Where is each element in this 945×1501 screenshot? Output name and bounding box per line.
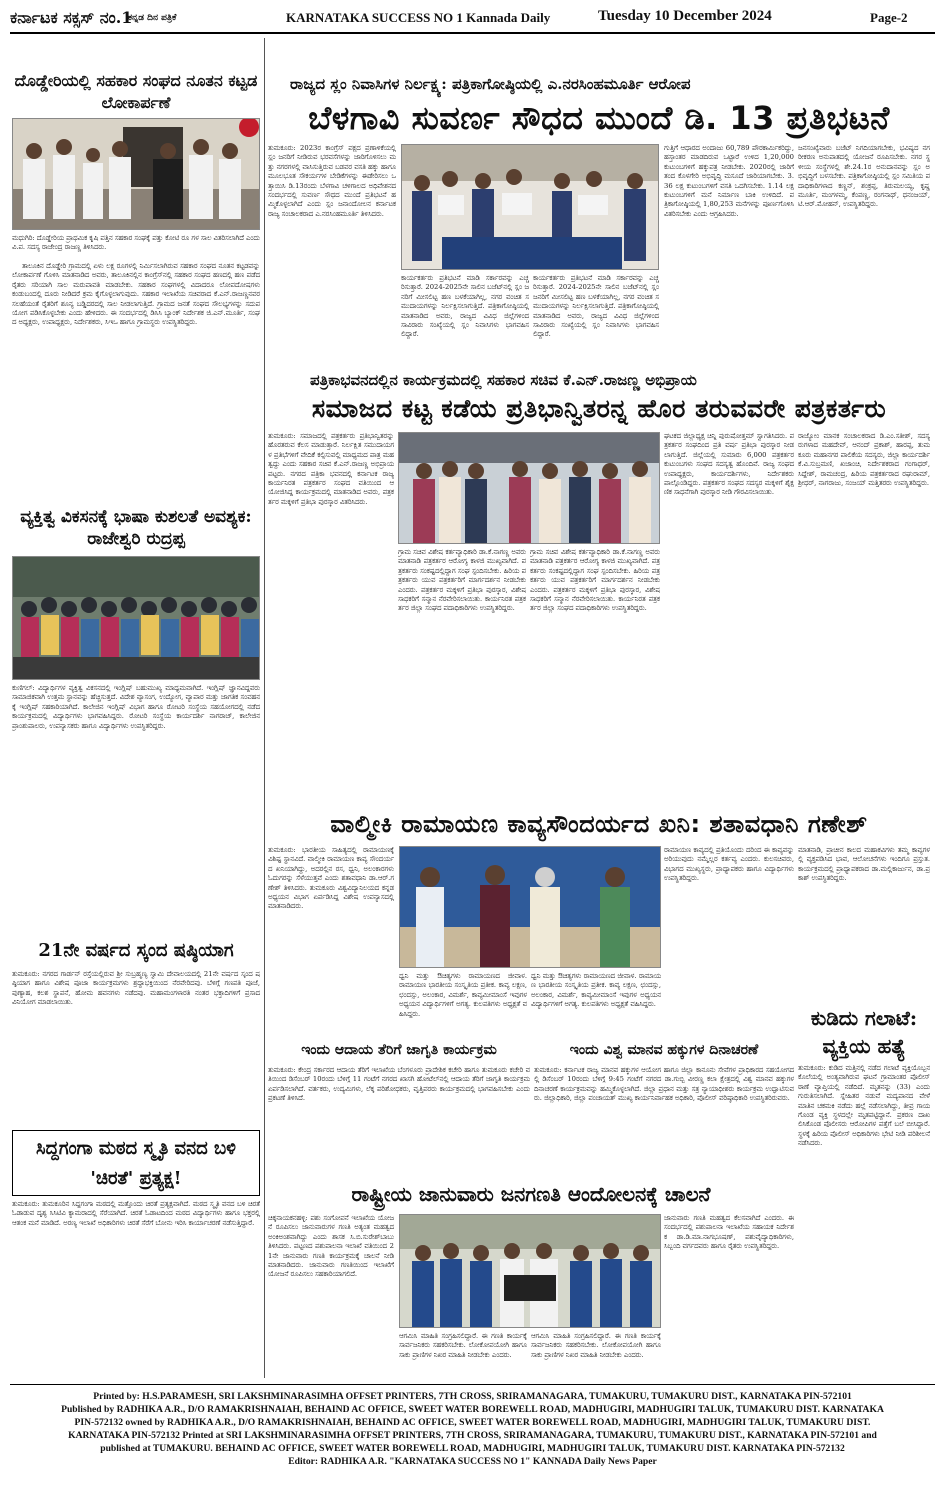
imprint-line: Printed by: H.S.PARAMESH, SRI LAKSHMINARASIMHA OFFSET PRINTERS, 7TH CROSS, SRIRAMANAGARA, TUMAKURU, TUMAKURU DIST., KARNATAKA PIN-572101 [93, 1391, 852, 1402]
top-story-body-a: ತುಮಕೂರು: 2023ರ ಕಾಂಗ್ರೆಸ್ ಪಕ್ಷದ ಪ್ರಣಾಳಿಕೆಯಲ್ಲಿ ಸ್ಲಂ ಜನರಿಗೆ ನೀಡಿರುವ ಭರವಸೆಗಳನ್ನು ಜಾರಿಗೊಳಿಸಲು ಮತ್ತು ನಗರಗಳಲ್ಲಿ ವಾಸಿಸುತ್ತಿರುವ ಬಡವರ ವಸತಿ ಹಕ್ಕು ಹಾಗೂ ಮೂಲಭೂತ ಸೌಕರ್ಯಗಳ ಬೇಡಿಕೆಗಳನ್ನು ಈಡೇರಿಸಲು ಒತ್ತಾಯಿಸಿ ಡಿ.13ರಂದು ಬೆಳಗಾವಿ ಚಳಿಗಾಲದ ಅಧಿವೇಶನದ ಸಂದರ್ಭದಲ್ಲಿ ಸುವರ್ಣ ಸೌಧದ ಮುಂದೆ ಪ್ರತಿಭಟನೆ ಹಮ್ಮಿಕೊಳ್ಳಲಾಗಿದೆ ಎಂದು ಸ್ಲಂ ಜನಾಂದೋಲನ ಕರ್ನಾಟಕ ರಾಜ್ಯ ಸಂಚಾಲಕರಾದ ಎ.ನರಸಿಂಹಮೂರ್ತಿ ತಿಳಿಸಿದರು. [268, 144, 396, 218]
issue-date: Tuesday 10 December 2024 [598, 8, 772, 24]
left-story-3-body: ತುಮಕೂರು: ನಗರದ ಗಾರ್ಡನ್ ರಸ್ತೆಯಲ್ಲಿರುವ ಶ್ರೀ ಸುಬ್ರಹ್ಮಣ್ಯ ಸ್ವಾಮಿ ದೇವಾಲಯದಲ್ಲಿ 21ನೇ ವರ್ಷದ ಸ್ಕಂದ ಷಷ್ಠಿಯಾಗ ಹಾಗೂ ವಿಶೇಷ ಪೂಜಾ ಕಾರ್ಯಕ್ರಮಗಳು ಶ್ರದ್ಧಾಭಕ್ತಿಯಿಂದ ನೆರವೇರಿದವು. ಬೆಳಿಗ್ಗೆ ಗಣಪತಿ ಪೂಜೆ, ಪುಣ್ಯಾಹ, ಕಲಶ ಸ್ಥಾಪನೆ, ಹೋಮ ಹವನಗಳು ನಡೆದವು. ಮಹಾಮಂಗಳಾರತಿ ನಂತರ ಭಕ್ತಾದಿಗಳಿಗೆ ಪ್ರಸಾದ ವಿನಿಯೋಗ ಮಾಡಲಾಯಿತು. [12, 970, 260, 1007]
left-story-2-photo [12, 556, 260, 680]
story-7-body: ತುಮಕೂರು: ಕುಡಿದ ಮತ್ತಿನಲ್ಲಿ ನಡೆದ ಗಲಾಟೆ ವ್ಯಕ್ತಿಯೊಬ್ಬನ ಕೊಲೆಯಲ್ಲಿ ಅಂತ್ಯವಾಗಿರುವ ಘಟನೆ ಗ್ರಾಮಾಂತರ ಪೊಲೀಸ್ ಠಾಣೆ ವ್ಯಾಪ್ತಿಯಲ್ಲಿ ನಡೆದಿದೆ. ಮೃತನನ್ನು (33) ಎಂದು ಗುರುತಿಸಲಾಗಿದೆ. ಸ್ನೇಹಿತರ ನಡುವೆ ಮದ್ಯಪಾನದ ವೇಳೆ ಮಾತಿನ ಚಕಮಕಿ ನಡೆದು ಹಲ್ಲೆ ನಡೆಸಲಾಗಿದ್ದು, ತೀವ್ರ ಗಾಯಗೊಂಡ ವ್ಯಕ್ತಿ ಸ್ಥಳದಲ್ಲೇ ಮೃತಪಟ್ಟಿದ್ದಾನೆ. ಪ್ರಕರಣ ದಾಖಲಿಸಿಕೊಂಡ ಪೊಲೀಸರು ಆರೋಪಿಗಳ ಪತ್ತೆಗೆ ಬಲೆ ಬೀಸಿದ್ದಾರೆ. ಸ್ಥಳಕ್ಕೆ ಹಿರಿಯ ಪೊಲೀಸ್ ಅಧಿಕಾರಿಗಳು ಭೇಟಿ ನೀಡಿ ಪರಿಶೀಲನೆ ನಡೆಸಿದರು. [798, 1064, 930, 1148]
story-3-headline: ವಾಲ್ಮೀಕಿ ರಾಮಾಯಣ ಕಾವ್ಯಸೌಂದರ್ಯದ ಖನಿ: ಶತಾವಧಾನಿ ಗಣೇಶ್ [330, 810, 868, 838]
left-story-2-body: ಕುಣಿಗಲ್: ವಿದ್ಯಾರ್ಥಿಗಳ ವ್ಯಕ್ತಿತ್ವ ವಿಕಸನದಲ್ಲಿ ಇಂಗ್ಲಿಷ್ ಬಹುಮುಖ್ಯ ಮಾಧ್ಯಮವಾಗಿದೆ. ಇಂಗ್ಲಿಷ್ ಜ್ಞಾನವಿದ್ದವರು ಸಾಮಾಜಿಕವಾಗಿ ಉತ್ತಮ ಸ್ಥಾನವನ್ನು ಹೆಚ್ಚಿಸುತ್ತದೆ. ವಿದೇಶ ವ್ಯಾಸಂಗ, ಉದ್ಯೋಗ, ವ್ಯಾಪಾರ ಮತ್ತು ಜಾಗತಿಕ ಸಂವಹನಕ್ಕೆ ಇಂಗ್ಲಿಷ್ ಸಹಕಾರಿಯಾಗಿದೆ. ಕಾಲೇಜಿನ ಇಂಗ್ಲಿಷ್ ವಿಭಾಗ ಹಾಗೂ ರೋಟರಿ ಸಂಸ್ಥೆಯ ಸಹಯೋಗದಲ್ಲಿ ನಡೆದ ಕಾರ್ಯಕ್ರಮದಲ್ಲಿ ವಿದ್ಯಾರ್ಥಿಗಳು ಭಾಗವಹಿಸಿದ್ದರು. ರೋಟರಿ ಸಂಸ್ಥೆಯ ಕಾರ್ಯದರ್ಶಿ ನಾಗರಾಜ್, ಕಾಲೇಜಿನ ಪ್ರಾಂಶುಪಾಲರು, ಉಪನ್ಯಾಸಕರು ಹಾಗೂ ವಿದ್ಯಾರ್ಥಿಗಳು ಉಪಸ್ಥಿತರಿದ್ದರು. [12, 684, 260, 730]
left-story-1-body: ತಾಲೂಕಿನ ದೊಡ್ಡೇರಿ ಗ್ರಾಮದಲ್ಲಿ ಏಳು ಲಕ್ಷ ರೂಗಳಲ್ಲಿ ನಿರ್ಮಿಸಲಾಗಿರುವ ಸಹಕಾರ ಸಂಘದ ನೂತನ ಕಟ್ಟಡವನ್ನು ಲೋಕಾರ್ಪಣೆ ಗೊಳಿಸಿ ಮಾತನಾಡಿದ ಅವರು, ತಾಲೂಕಿನಲ್ಲಿನ ಕಾಂಗ್ರೆಸ್‌ನಲ್ಲಿ ಸಹಕಾರ ಸಂಘದ ಹಣದಲ್ಲಿ ಹಣ ಪಡೆದ ರೈತರು ಸರಿಯಾಗಿ ಸಾಲ ಮರುಪಾವತಿ ಮಾಡಬೇಕು. ಸಹಕಾರ ಸಂಘಗಳಲ್ಲಿ ವಿದಾದರೂ ಲೋಪದೋಷಗಳು ಕಂಡುಬಂದಲ್ಲಿ ದೂರು ನೀಡಿದರೆ ಕ್ರಮ ಕೈಗೊಳ್ಳಲಾಗುವುದು. ಸಹಕಾರ ಇಲಾಖೆಯ ಸಚಿವರಾದ ಕೆ.ಎನ್.ರಾಜಣ್ಣನವರ ಸಲಹೆಯಂತೆ ರೈತರಿಗೆ ಶೂನ್ಯ ಬಡ್ಡಿದರದಲ್ಲಿ ಸಾಲ ನೀಡಲಾಗುತ್ತಿದೆ. ಗ್ರಾಮದ ಜನತೆ ಸಂಘದ ಸೌಲಭ್ಯಗಳನ್ನು ಸದುಪಯೋಗ ಪಡಿಸಿಕೊಳ್ಳಬೇಕು ಎಂದು ಹೇಳಿದರು. ಈ ಸಂದರ್ಭದಲ್ಲಿ ಡಿಸಿಸಿ ಬ್ಯಾಂಕ್ ನಿರ್ದೇಶಕ ಜಿ.ಎನ್.ಮೂರ್ತಿ, ಸಂಘದ ಅಧ್ಯಕ್ಷರು, ಉಪಾಧ್ಯಕ್ಷರು, ನಿರ್ದೇಶಕರು, ಸಿಇಒ ಹಾಗೂ ಗ್ರಾಮಸ್ಥರು ಉಪಸ್ಥಿತರಿದ್ದರು. [12, 262, 260, 327]
story-6-body-c: ಜಾನುವಾರು ಗಣತಿ ಮಹತ್ವದ ಕೆಲಸವಾಗಿದೆ ಎಂದರು. ಈ ಸಂದರ್ಭದಲ್ಲಿ ಪಶುಪಾಲನಾ ಇಲಾಖೆಯ ಸಹಾಯಕ ನಿರ್ದೇಶಕ ಡಾ.ಡಿ.ಮಾ.ನಾಗಭೂಷಣ್, ಪಶುವೈದ್ಯಾಧಿಕಾರಿಗಳು, ಸಿಬ್ಬಂದಿ ವರ್ಗದವರು ಹಾಗೂ ರೈತರು ಉಪಸ್ಥಿತರಿದ್ದರು. [664, 1214, 794, 1251]
imprint-line: PIN-572132 owned by RADHIKA A.R., D/O RAMAKRISHNAIAH, BEHAIND AC OFFICE, SWEET WATER BOREWELL ROAD, MADHUGIRI, MADHUGIRI TALUK, TUMAKURU DIST. [74, 1417, 871, 1428]
left-story-4-body: ತುಮಕೂರು: ತುಮಕೂರಿನ ಸಿದ್ದಗಂಗಾ ಮಠದಲ್ಲಿ ಮತ್ತೊಂದು ಚಿರತೆ ಪ್ರತ್ಯಕ್ಷವಾಗಿದೆ. ಮಠದ ಸ್ಮೃತಿ ವನದ ಬಳಿ ಚಿರತೆ ಓಡಾಡುವ ದೃಶ್ಯ ಸಿಸಿಟಿವಿ ಕ್ಯಾಮರಾದಲ್ಲಿ ಸೆರೆಯಾಗಿದೆ. ಚಿರತೆ ಓಡಾಟದಿಂದ ಮಠದ ವಿದ್ಯಾರ್ಥಿಗಳು ಹಾಗೂ ಭಕ್ತರಲ್ಲಿ ಆತಂಕ ಮನೆ ಮಾಡಿದೆ. ಅರಣ್ಯ ಇಲಾಖೆ ಅಧಿಕಾರಿಗಳು ಚಿರತೆ ಸೆರೆಗೆ ಬೋನು ಇರಿಸಿ ಕಾರ್ಯಾಚರಣೆ ನಡೆಸುತ್ತಿದ್ದಾರೆ. [12, 1200, 260, 1227]
left-story-1-photo [12, 118, 260, 230]
story-2-body-c: ಘಟಕದ ಜಿಲ್ಲಾಧ್ಯಕ್ಷ ಚಿನ್ನಿ ಪುರುಷೋತ್ತಮ್ ಸ್ವಾಗತಿಸಿದರು. ಪತ್ರಕರ್ತರ ಸಂಘದಿಂದ ಪ್ರತಿ ವರ್ಷ ಪ್ರತಿಭಾ ಪುರಸ್ಕಾರ ನೀಡಲಾಗುತ್ತಿದೆ. ಜಿಲ್ಲೆಯಲ್ಲಿ ಸುಮಾರು 6,000 ಪತ್ರಕರ್ತರ ಕುಟುಂಬಗಳು ಸಂಘದ ಸದಸ್ಯತ್ವ ಹೊಂದಿವೆ. ರಾಜ್ಯ ಸಂಘದ ಉಪಾಧ್ಯಕ್ಷರು, ಕಾರ್ಯದರ್ಶಿಗಳು, ನಿರ್ದೇಶಕರು ಪಾಲ್ಗೊಂಡಿದ್ದರು. ಪತ್ರಕರ್ತರ ಸಂಘದ ಸದಸ್ಯರ ಮಕ್ಕಳಿಗೆ ಶೈಕ್ಷಣಿಕ ಸಾಧನೆಗಾಗಿ ಪುರಸ್ಕಾರ ನೀಡಿ ಗೌರವಿಸಲಾಯಿತು. [664, 432, 794, 497]
story-6-headline: ರಾಷ್ಟ್ರೀಯ ಜಾನುವಾರು ಜನಗಣತಿ ಆಂದೋಲನಕ್ಕೆ ಚಾಲನೆ [351, 1182, 711, 1206]
top-story-body-b: ಕಾರ್ಯಕರ್ತರು ಪ್ರತಿಭಟನೆ ಮಾಡಿ ಸರ್ಕಾರವನ್ನು ಎಚ್ಚರಿಸುತ್ತಾರೆ. 2024-2025ನೇ ಸಾಲಿನ ಬಜೆಟ್‌ನಲ್ಲಿ ಸ್ಲಂ ಜನರಿಗೆ ಮೀಸಲಿಟ್ಟ ಹಣ ಬಳಕೆಯಾಗಿಲ್ಲ, ನಗರ ವಂಚಿತ ಸಮುದಾಯಗಳನ್ನು ನಿರ್ಲಕ್ಷಿಸಲಾಗುತ್ತಿದೆ. ಪತ್ರಿಕಾಗೋಷ್ಠಿಯಲ್ಲಿ ಮಾತನಾಡಿದ ಅವರು, ರಾಜ್ಯದ ವಿವಿಧ ಜಿಲ್ಲೆಗಳಿಂದ ಸಾವಿರಾರು ಸಂಖ್ಯೆಯಲ್ಲಿ ಸ್ಲಂ ನಿವಾಸಿಗಳು ಭಾಗವಹಿಸಲಿದ್ದಾರೆ. [401, 274, 529, 339]
left-story-1-caption: ಮಧುಗಿರಿ: ದೊಡ್ಡೇರಿಯ ಪ್ರಾಥಮಿಕ ಕೃಷಿ ಪತ್ತಿನ ಸಹಕಾರ ಸಂಘಕ್ಕೆ ಪತ್ತು ಕೋಟಿ ರೂ ಗಳ ಸಾಲ ವಿತರಿಸಲಾಗಿದೆ ಎಂದು ವಿ.ಪ. ಸದಸ್ಯ ರಾಜೇಂದ್ರ ರಾಜಣ್ಣ ತಿಳಿಸಿದರು. [12, 234, 260, 252]
story-2-body-d: ರಾಜ್ಯೋಂ ಮಾನಕ ಸಂಚಾಲಕರಾದ ಡಿ.ಎಂ.ಸತೀಶ್, ಸದಸ್ಯರುಗಳಾದ ಮಹದೇವ್, ಆನಂದ್ ಪ್ರಕಾಶ್, ಹಾರಪ್ಪ, ತುಮಕೂರು ಮಹಾನಗರ ಪಾಲಿಕೆಯ ಸದಸ್ಯರು, ಜಿಲ್ಲಾ ಕಾರ್ಯದರ್ಶಿ ಕೆ.ವಿ.ಸುಬ್ರಮಣಿ, ಖಜಾಂಚಿ, ನಿರ್ದೇಶಕರಾದ ಗಂಗಾಧರ್, ಸಿದ್ದೇಶ್, ರಾಮಚಂದ್ರ, ಹಿರಿಯ ಪತ್ರಕರ್ತರಾದ ರಘುರಾಮ್, ಶ್ರೀಧರ್, ನಾಗರಾಜು, ಸಂಜಯ್ ಮತ್ತಿತರರು ಉಪಸ್ಥಿತರಿದ್ದರು. [798, 432, 930, 488]
column-divider-left [264, 38, 265, 1378]
story-4-body: ತುಮಕೂರು: ಕೇಂದ್ರ ಸರ್ಕಾರದ ಆದಾಯ ತೆರಿಗೆ ಇಲಾಖೆಯ ಬೆಂಗಳೂರು ಪ್ರಾದೇಶಿಕ ಕಚೇರಿ ಹಾಗೂ ತುಮಕೂರು ಕಚೇರಿ ವತಿಯಿಂದ ಡಿಸೆಂಬರ್ 10ರಂದು ಬೆಳಿಗ್ಗೆ 11 ಗಂಟೆಗೆ ನಗರದ ಖಾಸಗಿ ಹೋಟೆಲ್‌ನಲ್ಲಿ ಆದಾಯ ತೆರಿಗೆ ಜಾಗೃತಿ ಕಾರ್ಯಕ್ರಮ ಏರ್ಪಡಿಸಲಾಗಿದೆ. ವರ್ತಕರು, ಉದ್ಯಮಿಗಳು, ಲೆಕ್ಕ ಪರಿಶೋಧಕರು, ವೃತ್ತಿಪರರು ಕಾರ್ಯಕ್ರಮದಲ್ಲಿ ಭಾಗವಹಿಸಬೇಕು ಎಂದು ಪ್ರಕಟಣೆ ತಿಳಿಸಿದೆ. [268, 1066, 530, 1103]
top-story-body-c: ಗುತ್ತಿಗೆ ಆಧಾರದ ಅಂದಾಜು 60,789 ಪೌರಕಾರ್ಮಿಕರಿದ್ದು, ಹಸ್ತಾಂತರ ಮಾಡದಿರುವ ಒಟ್ಟಾರೆ ಉಳಿದ 1,20,000 ಕುಟುಂಬಗಳಿಗೆ ಹಕ್ಕುಪತ್ರ ನೀಡಬೇಕು. 2020ರಲ್ಲಿ ಜಾರಿಗೆ ತಂದ ಕೊಳಗೇರಿ ಅಭಿವೃದ್ಧಿ ಮಸೂದೆ ಜಾರಿಯಾಗಬೇಕು. 3.36 ಲಕ್ಷ ಕುಟುಂಬಗಳಿಗೆ ವಸತಿ ಒದಗಿಸಬೇಕು. 1.14 ಲಕ್ಷ ಕುಟುಂಬಗಳಿಗೆ ಮನೆ ನಿರ್ಮಾಣ ಬಾಕಿ ಉಳಿದಿದೆ. ಪತ್ರಿಕಾಗೋಷ್ಠಿಯಲ್ಲಿ 1,80,253 ಮನೆಗಳನ್ನು ಪೂರ್ಣಗೊಳಿಸಿ ವಿತರಿಸಬೇಕು ಎಂದು ಆಗ್ರಹಿಸಿದರು. [664, 144, 794, 218]
story-6-body-b: ಆಗಮಿಸಿ ಮಾಹಿತಿ ಸಂಗ್ರಹಿಸಲಿದ್ದಾರೆ. ಈ ಗಣತಿ ಕಾರ್ಯಕ್ಕೆ ಸಾರ್ವಜನಿಕರು ಸಹಕರಿಸಬೇಕು. ಲೋಕೋಪಯೋಗಿ ಹಾಗೂ ಸಾಕು ಪ್ರಾಣಿಗಳ ನಿಖರ ಮಾಹಿತಿ ನೀಡಬೇಕು ಎಂದರು. [399, 1332, 527, 1359]
story-5-body: ತುಮಕೂರು: ಕರ್ನಾಟಕ ರಾಜ್ಯ ಮಾನವ ಹಕ್ಕುಗಳ ಆಯೋಗ ಹಾಗೂ ಜಿಲ್ಲಾ ಕಾನೂನು ಸೇವೆಗಳ ಪ್ರಾಧಿಕಾರದ ಸಹಯೋಗದಲ್ಲಿ ಡಿಸೆಂಬರ್ 10ರಂದು ಬೆಳಿಗ್ಗೆ 9:45 ಗಂಟೆಗೆ ನಗರದ ಡಾ.ಗುಬ್ಬಿ ವೀರಣ್ಣ ಕಲಾ ಕ್ಷೇತ್ರದಲ್ಲಿ ವಿಶ್ವ ಮಾನವ ಹಕ್ಕುಗಳ ದಿನಾಚರಣೆ ಕಾರ್ಯಕ್ರಮವನ್ನು ಹಮ್ಮಿಕೊಳ್ಳಲಾಗಿದೆ. ಜಿಲ್ಲಾ ಪ್ರಧಾನ ಮತ್ತು ಸತ್ರ ನ್ಯಾಯಾಧೀಶರು ಕಾರ್ಯಕ್ರಮ ಉದ್ಘಾಟಿಸುವರು. ಜಿಲ್ಲಾಧಿಕಾರಿ, ಜಿಲ್ಲಾ ಪಂಚಾಯತ್ ಮುಖ್ಯ ಕಾರ್ಯನಿರ್ವಾಹಕ ಅಧಿಕಾರಿ, ಪೊಲೀಸ್ ವರಿಷ್ಠಾಧಿಕಾರಿ ಉಪಸ್ಥಿತರಿರುವರು. [534, 1066, 794, 1103]
story-3-photo [399, 846, 661, 968]
story-2-kicker: ಪತ್ರಿಕಾಭವನದಲ್ಲಿನ ಕಾರ್ಯಕ್ರಮದಲ್ಲಿ ಸಹಕಾರ ಸಚಿವ ಕೆ.ಎನ್.ರಾಜಣ್ಣ ಅಭಿಪ್ರಾಯ [310, 371, 697, 389]
imprint [10, 1390, 935, 1468]
story-3-body-d: ಮಾತನಾಡಿ, ಪ್ರಾಚೀನ ಕಾಲದ ಮಹಾಕವಿಗಳು ತಮ್ಮ ಕಾವ್ಯಗಳಲ್ಲಿ ವ್ಯಕ್ತಪಡಿಸಿದ ಭಾವ, ಆಲೋಚನೆಗಳು ಇಂದಿಗೂ ಪ್ರಸ್ತುತ. ಕಾರ್ಯಕ್ರಮದಲ್ಲಿ ಪ್ರಾಧ್ಯಾಪಕರಾದ ಡಾ.ಮಲ್ಲಿಕಾರ್ಜುನ, ಡಾ.ಪ್ರಕಾಶ್ ಉಪಸ್ಥಿತರಿದ್ದರು. [798, 846, 930, 883]
imprint-line: published at TUMAKURU. BEHAIND AC OFFICE, SWEET WATER BOREWELL ROAD, MADHUGIRI, MADHUGIRI TALUK, TUMAKURU DIST. KARNATAKA PIN-572132 [100, 1443, 845, 1454]
editor-line: Editor: RADHIKA A.R. "KARNATAKA SUCCESS NO 1" KANNADA Daily News Paper [288, 1456, 657, 1467]
story-6-body-a: ಚಿಕ್ಕನಾಯಕನಹಳ್ಳಿ: ಪಶು ಸಂಗೋಪನೆ ಇಲಾಖೆಯ ಯೋಜನೆ ರೂಪಿಸಲು ಜಾನುವಾರುಗಳ ಗಣತಿ ಅತ್ಯಂತ ಮಹತ್ವದ ಅಂಕಿಅಂಶವಾಗಿದ್ದು ಎಂದು ಶಾಸಕ ಸಿ.ಬಿ.ಸುರೇಶ್‌ಬಾಬು ತಿಳಿಸಿದರು. ಪಟ್ಟಣದ ಪಶುಪಾಲನಾ ಇಲಾಖೆ ವತಿಯಿಂದ 21ನೇ ಜಾನುವಾರು ಗಣತಿ ಕಾರ್ಯಕ್ರಮಕ್ಕೆ ಚಾಲನೆ ನೀಡಿ ಮಾತನಾಡಿದರು. ಜಾನುವಾರು ಗಣತಿಯಿಂದ ಇಲಾಖೆಗೆ ಯೋಜನೆ ರೂಪಿಸಲು ಸಹಕಾರಿಯಾಗಲಿದೆ. [268, 1214, 394, 1279]
left-story-2-headline: ವ್ಯಕ್ತಿತ್ವ ವಿಕಸನಕ್ಕೆ ಭಾಷಾ ಕುಶಲತೆ ಅವಶ್ಯಕ: ರಾಜೇಶ್ವರಿ ರುದ್ರಪ್ಪ [20, 507, 252, 549]
masthead-name: ಕರ್ನಾಟಕ ಸಕ್ಸಸ್ ನಂ.1 [10, 8, 133, 27]
top-story-photo [401, 144, 659, 270]
masthead-tagline: ಕನ್ನಡ ದಿನ ಪತ್ರಿಕೆ [128, 13, 177, 23]
imprint-line: KARNATAKA PIN-572132 Printed at SRI LAKSHMINARASIMHA OFFSET PRINTERS, 7TH CROSS, SRIRAMANAGARA, TUMAKURU, TUMAKURU DIST., KARNATAKA PIN-572101 and [68, 1430, 877, 1441]
story-3-body-c: ರಾಮಾಯಣ ಕಾವ್ಯದಲ್ಲಿ ಪ್ರತಿಯೊಂದು ದರಿಂದ ಈ ಕಾವ್ಯವನ್ನು ಅರಿಯುವುದು ನಮ್ಮೆಲ್ಲರ ಕರ್ತವ್ಯ ಎಂದರು. ಕುಲಸಚಿವರು, ವಿಭಾಗದ ಮುಖ್ಯಸ್ಥರು, ಪ್ರಾಧ್ಯಾಪಕರು ಹಾಗೂ ವಿದ್ಯಾರ್ಥಿಗಳು ಉಪಸ್ಥಿತರಿದ್ದರು. [664, 846, 794, 883]
story-2-headline: ಸಮಾಜದ ಕಟ್ಟ ಕಡೆಯ ಪ್ರತಿಭಾನ್ವಿತರನ್ನ ಹೊರ ತರುವವರೇ ಪತ್ರಕರ್ತರು [311, 394, 887, 423]
story-3-body-a: ತುಮಕೂರು: ಭಾರತೀಯ ಸಾಹಿತ್ಯದಲ್ಲಿ ರಾಮಾಯಣಕ್ಕೆ ವಿಶಿಷ್ಟ ಸ್ಥಾನವಿದೆ. ವಾಲ್ಮೀಕಿ ರಾಮಾಯಣ ಕಾವ್ಯ ಸೌಂದರ್ಯದ ಖನಿಯಾಗಿದ್ದು, ಅದರಲ್ಲಿನ ರಸ, ಧ್ವನಿ, ಅಲಂಕಾರಗಳು ಓದುಗರನ್ನು ಸೆಳೆಯುತ್ತವೆ ಎಂದು ಶತಾವಧಾನಿ ಡಾ.ಆರ್.ಗಣೇಶ್ ತಿಳಿಸಿದರು. ತುಮಕೂರು ವಿಶ್ವವಿದ್ಯಾನಿಲಯದ ಕನ್ನಡ ಅಧ್ಯಯನ ವಿಭಾಗ ಏರ್ಪಡಿಸಿದ್ದ ವಿಶೇಷ ಉಪನ್ಯಾಸದಲ್ಲಿ ಮಾತನಾಡಿದರು. [268, 846, 394, 911]
top-story-body-d: ಜನಸಂಖ್ಯೆವಾರು ಬಜೆಟ್ ನಿಗದಿಯಾಗಬೇಕು, ಭವಿಷ್ಯದ ನಗರೀಕರಣ ಅನುಪಾತದಲ್ಲಿ ಯೋಜನೆ ರೂಪಿಸಬೇಕು. ನಗರ ಸ್ಥಳೀಯ ಸಂಸ್ಥೆಗಳಲ್ಲಿ ಶೇ.24.1ರ ಅನುದಾನವನ್ನು ಸ್ಲಂ ಅಭಿವೃದ್ಧಿಗೆ ಬಳಸಬೇಕು. ಪತ್ರಿಕಾಗೋಷ್ಠಿಯಲ್ಲಿ ಸ್ಲಂ ಸಮಿತಿಯ ಪದಾಧಿಕಾರಿಗಳಾದ ಕಣ್ಣನ್, ಶಂಕ್ರಪ್ಪ, ತಿರುಮಲಯ್ಯ, ಕೃಷ್ಣಮೂರ್ತಿ, ಮಂಗಳಮ್ಮ, ಕೆಂಪಣ್ಣ, ರಂಗನಾಥ್, ಧನಂಜಯ್, ಟಿ.ಆರ್.ಮೋಹನ್, ಉಪಸ್ಥಿತರಿದ್ದರು. [798, 144, 930, 209]
story-2-body-a: ತುಮಕೂರು: ಸಮಾಜದಲ್ಲಿ ಪತ್ರಕರ್ತರು ಪ್ರತಿಭಾನ್ವಿತರನ್ನು ಹೊರತರುವ ಕೆಲಸ ಮಾಡುತ್ತಾರೆ. ನಿರ್ಲಕ್ಷಿತ ಸಮುದಾಯಗಳ ಪ್ರತಿಭೆಗಳಿಗೆ ವೇದಿಕೆ ಕಲ್ಪಿಸುವಲ್ಲಿ ಮಾಧ್ಯಮದ ಪಾತ್ರ ಮಹತ್ವದ್ದು ಎಂದು ಸಹಕಾರ ಸಚಿವ ಕೆ.ಎನ್.ರಾಜಣ್ಣ ಅಭಿಪ್ರಾಯಪಟ್ಟರು. ನಗರದ ಪತ್ರಿಕಾ ಭವನದಲ್ಲಿ ಕರ್ನಾಟಕ ರಾಜ್ಯ ಕಾರ್ಯನಿರತ ಪತ್ರಕರ್ತರ ಸಂಘದ ವತಿಯಿಂದ ಆಯೋಜಿಸಿದ್ದ ಕಾರ್ಯಕ್ರಮದಲ್ಲಿ ಮಾತನಾಡಿದ ಅವರು, ಪತ್ರಕರ್ತರ ಮಕ್ಕಳಿಗೆ ಪ್ರತಿಭಾ ಪುರಸ್ಕಾರ ವಿತರಿಸಿದರು. [268, 432, 394, 506]
left-story-1-headline: ದೊಡ್ಡೇರಿಯಲ್ಲಿ ಸಹಕಾರ ಸಂಘದ ನೂತನ ಕಟ್ಟಡ ಲೋಕಾರ್ಪಣೆ [14, 71, 258, 112]
top-story-kicker: ರಾಜ್ಯದ ಸ್ಲಂ ನಿವಾಸಿಗಳ ನಿರ್ಲಕ್ಷ್ಯ: ಪತ್ರಿಕಾಗೋಷ್ಠಿಯಲ್ಲಿ ಎ.ನರಸಿಂಹಮೂರ್ತಿ ಆರೋಪ [290, 75, 691, 93]
masthead-rule [10, 32, 935, 34]
masthead-english-name: KARNATAKA SUCCESS NO 1 Kannada Daily [286, 10, 551, 25]
top-story-headline: ಬೆಳಗಾವಿ ಸುವರ್ಣ ಸೌಧದ ಮುಂದೆ ಡಿ. 13 ಪ್ರತಿಭಟನೆ [308, 99, 890, 137]
story-2-body-b2: ಗ್ರಾಮ ಸಚಿವ ವಿಶೇಷ ಕರ್ತವ್ಯಾಧಿಕಾರಿ ಡಾ.ಕೆ.ನಾಗಣ್ಣ ಅವರು ಮಾತನಾಡಿ ಪತ್ರಕರ್ತರ ಆರೋಗ್ಯ ಕಾಳಜಿ ಮುಖ್ಯವಾಗಿದೆ. ಪತ್ರಕರ್ತರು ಸಂಕಷ್ಟದಲ್ಲಿದ್ದಾಗ ಸಂಘ ಸ್ಪಂದಿಸಬೇಕು. ಹಿರಿಯ ಪತ್ರಕರ್ತರು ಯುವ ಪತ್ರಕರ್ತರಿಗೆ ಮಾರ್ಗದರ್ಶನ ನೀಡಬೇಕು ಎಂದರು. ಪತ್ರಕರ್ತರ ಮಕ್ಕಳಿಗೆ ಪ್ರತಿಭಾ ಪುರಸ್ಕಾರ, ವಿಶೇಷ ಸಾಧಕರಿಗೆ ಸನ್ಮಾನ ನೆರವೇರಿಸಲಾಯಿತು. ಕಾರ್ಯನಿರತ ಪತ್ರಕರ್ತರ ಜಿಲ್ಲಾ ಸಂಘದ ಪದಾಧಿಕಾರಿಗಳು ಉಪಸ್ಥಿತರಿದ್ದರು. [530, 548, 660, 613]
story-3-body-b2: ಧ್ವನಿ ಮತ್ತು ಔಚಿತ್ಯಗಳು ರಾಮಾಯಣದ ಜೀವಾಳ. ರಾಮಾಯಣ ಭಾರತೀಯ ಸಂಸ್ಕೃತಿಯ ಪ್ರತೀಕ. ಕಾವ್ಯ ಲಕ್ಷಣ, ಛಂದಸ್ಸು, ಅಲಂಕಾರ, ವಿಮರ್ಶೆ, ಕಾವ್ಯಮೀಮಾಂಸೆ ಇವುಗಳ ಅಧ್ಯಯನ ವಿದ್ಯಾರ್ಥಿಗಳಿಗೆ ಅಗತ್ಯ. ಕುಲಪತಿಗಳು ಅಧ್ಯಕ್ಷತೆ ವಹಿಸಿದ್ದರು. [531, 972, 661, 1009]
story-5-headline: ಇಂದು ವಿಶ್ವ ಮಾನವ ಹಕ್ಕುಗಳ ದಿನಾಚರಣೆ [569, 1042, 759, 1058]
imprint-line: Published by RADHIKA A.R., D/O RAMAKRISHNAIAH, BEHAIND AC OFFICE, SWEET WATER BOREWELL ROAD, MADHUGIRI, MADHUGIRI TALUK, TUMAKURU DIST. KARNATAKA [61, 1404, 884, 1415]
story-7-headline: ಕುಡಿದು ಗಲಾಟೆ: ವ್ಯಕ್ತಿಯ ಹತ್ಯೆ [810, 1006, 918, 1058]
page-number: Page-2 [870, 10, 908, 25]
story-2-body-b: ಗ್ರಾಮ ಸಚಿವ ವಿಶೇಷ ಕರ್ತವ್ಯಾಧಿಕಾರಿ ಡಾ.ಕೆ.ನಾಗಣ್ಣ ಅವರು ಮಾತನಾಡಿ ಪತ್ರಕರ್ತರ ಆರೋಗ್ಯ ಕಾಳಜಿ ಮುಖ್ಯವಾಗಿದೆ. ಪತ್ರಕರ್ತರು ಸಂಕಷ್ಟದಲ್ಲಿದ್ದಾಗ ಸಂಘ ಸ್ಪಂದಿಸಬೇಕು. ಹಿರಿಯ ಪತ್ರಕರ್ತರು ಯುವ ಪತ್ರಕರ್ತರಿಗೆ ಮಾರ್ಗದರ್ಶನ ನೀಡಬೇಕು ಎಂದರು. ಪತ್ರಕರ್ತರ ಮಕ್ಕಳಿಗೆ ಪ್ರತಿಭಾ ಪುರಸ್ಕಾರ, ವಿಶೇಷ ಸಾಧಕರಿಗೆ ಸನ್ಮಾನ ನೆರವೇರಿಸಲಾಯಿತು. ಕಾರ್ಯನಿರತ ಪತ್ರಕರ್ತರ ಜಿಲ್ಲಾ ಸಂಘದ ಪದಾಧಿಕಾರಿಗಳು ಉಪಸ್ಥಿತರಿದ್ದರು. [398, 548, 526, 613]
top-story-body-b2: ಕಾರ್ಯಕರ್ತರು ಪ್ರತಿಭಟನೆ ಮಾಡಿ ಸರ್ಕಾರವನ್ನು ಎಚ್ಚರಿಸುತ್ತಾರೆ. 2024-2025ನೇ ಸಾಲಿನ ಬಜೆಟ್‌ನಲ್ಲಿ ಸ್ಲಂ ಜನರಿಗೆ ಮೀಸಲಿಟ್ಟ ಹಣ ಬಳಕೆಯಾಗಿಲ್ಲ, ನಗರ ವಂಚಿತ ಸಮುದಾಯಗಳನ್ನು ನಿರ್ಲಕ್ಷಿಸಲಾಗುತ್ತಿದೆ. ಪತ್ರಿಕಾಗೋಷ್ಠಿಯಲ್ಲಿ ಮಾತನಾಡಿದ ಅವರು, ರಾಜ್ಯದ ವಿವಿಧ ಜಿಲ್ಲೆಗಳಿಂದ ಸಾವಿರಾರು ಸಂಖ್ಯೆಯಲ್ಲಿ ಸ್ಲಂ ನಿವಾಸಿಗಳು ಭಾಗವಹಿಸಲಿದ್ದಾರೆ. [533, 274, 659, 339]
story-6-photo [399, 1214, 661, 1328]
left-story-4-headline: ಸಿದ್ದಗಂಗಾ ಮಠದ ಸ್ಮೃತಿ ವನದ ಬಳಿ 'ಚಿರತೆ' ಪ್ರತ್ಯಕ್ಷ! [12, 1130, 260, 1196]
story-2-photo [398, 432, 660, 544]
left-story-3-headline: 21ನೇ ವರ್ಷದ ಸ್ಕಂದ ಷಷ್ಠಿಯಾಗ [38, 940, 234, 961]
story-3-body-b: ಧ್ವನಿ ಮತ್ತು ಔಚಿತ್ಯಗಳು ರಾಮಾಯಣದ ಜೀವಾಳ. ರಾಮಾಯಣ ಭಾರತೀಯ ಸಂಸ್ಕೃತಿಯ ಪ್ರತೀಕ. ಕಾವ್ಯ ಲಕ್ಷಣ, ಛಂದಸ್ಸು, ಅಲಂಕಾರ, ವಿಮರ್ಶೆ, ಕಾವ್ಯಮೀಮಾಂಸೆ ಇವುಗಳ ಅಧ್ಯಯನ ವಿದ್ಯಾರ್ಥಿಗಳಿಗೆ ಅಗತ್ಯ. ಕುಲಪತಿಗಳು ಅಧ್ಯಕ್ಷತೆ ವಹಿಸಿದ್ದರು. [399, 972, 527, 1018]
footer-rule [10, 1384, 935, 1385]
story-4-headline: ಇಂದು ಆದಾಯ ತೆರಿಗೆ ಜಾಗೃತಿ ಕಾರ್ಯಕ್ರಮ [301, 1042, 497, 1058]
story-6-body-b2: ಆಗಮಿಸಿ ಮಾಹಿತಿ ಸಂಗ್ರಹಿಸಲಿದ್ದಾರೆ. ಈ ಗಣತಿ ಕಾರ್ಯಕ್ಕೆ ಸಾರ್ವಜನಿಕರು ಸಹಕರಿಸಬೇಕು. ಲೋಕೋಪಯೋಗಿ ಹಾಗೂ ಸಾಕು ಪ್ರಾಣಿಗಳ ನಿಖರ ಮಾಹಿತಿ ನೀಡಬೇಕು ಎಂದರು. [531, 1332, 661, 1359]
